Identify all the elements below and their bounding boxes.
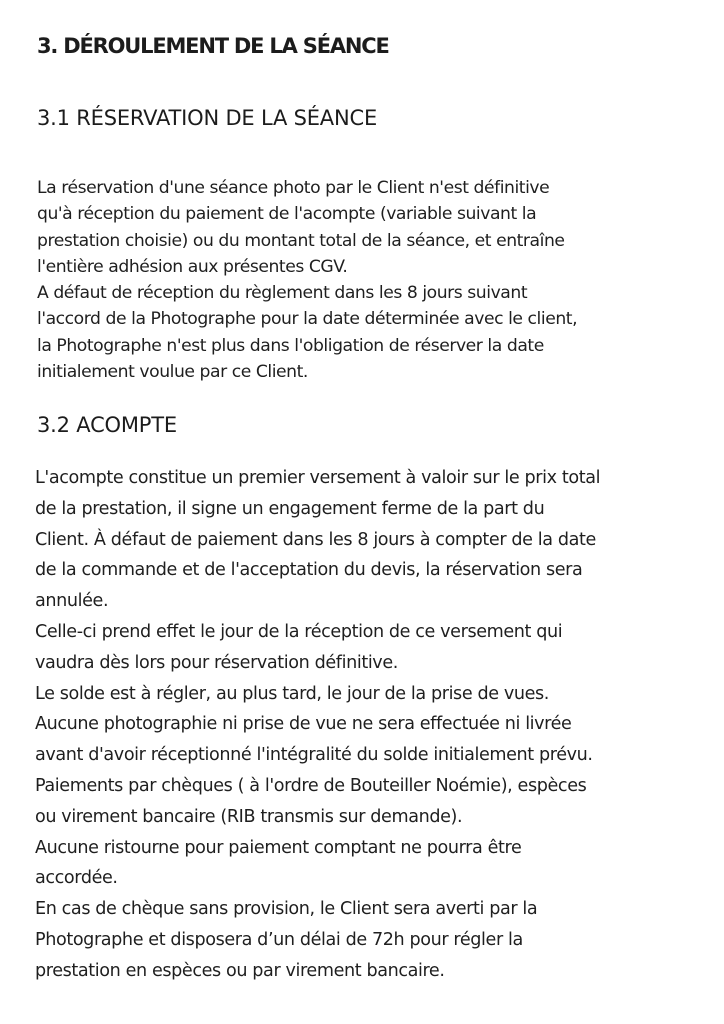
paragraph-line: La réservation d'une séance photo par le Client n'est définitive <box>37 178 550 198</box>
paragraph-line: Aucune photographie ni prise de vue ne sera effectuée ni livrée <box>35 714 572 735</box>
paragraph-line: Celle-ci prend effet le jour de la réception de ce versement qui <box>35 621 563 642</box>
paragraph-line: qu'à réception du paiement de l'acompte (variable suivant la <box>37 204 537 225</box>
paragraph-line: L'acompte constitue un premier versement à valoir sur le prix total <box>35 468 601 488</box>
paragraph-line: prestation choisie) ou du montant total de la séance, et entraîne <box>37 230 565 251</box>
section-title-reservation: 3.1 RÉSERVATION DE LA SÉANCE <box>37 106 378 130</box>
page-title: 3. DÉROULEMENT DE LA SÉANCE <box>37 34 389 58</box>
paragraph-line: annulée. <box>35 591 109 612</box>
paragraph-line: prestation en espèces ou par virement bancaire. <box>35 960 445 981</box>
paragraph-line: l'entière adhésion aux présentes CGV. <box>37 256 348 277</box>
paragraph-line: Client. À défaut de paiement dans les 8 jours à compter de la date <box>35 529 596 550</box>
paragraph-line: initialement voulue par ce Client. <box>37 362 308 383</box>
paragraph-line: l'accord de la Photographe pour la date déterminée avec le client, <box>37 309 578 330</box>
paragraph-line: la Photographe n'est plus dans l'obligation de réserver la date <box>37 335 544 356</box>
paragraph-line: avant d'avoir réceptionné l'intégralité du solde initialement prévu. <box>35 745 593 766</box>
paragraph-line: Paiements par chèques ( à l'ordre de Bouteiller Noémie), espèces <box>35 775 587 796</box>
section-title-acompte: 3.2 ACOMPTE <box>37 413 177 437</box>
paragraph-line: ou virement bancaire (RIB transmis sur demande). <box>35 806 463 827</box>
paragraph-line: de la commande et de l'acceptation du devis, la réservation sera <box>35 560 583 581</box>
paragraph-line: vaudra dès lors pour réservation définitive. <box>35 652 398 673</box>
paragraph-line: En cas de chèque sans provision, le Client sera averti par la <box>35 899 538 920</box>
paragraph-line: Aucune ristourne pour paiement comptant ne pourra être <box>35 837 522 858</box>
paragraph-line: Photographe et disposera d’un délai de 72h pour régler la <box>35 929 523 950</box>
paragraph-line: Le solde est à régler, au plus tard, le jour de la prise de vues. <box>35 683 549 704</box>
paragraph-line: A défaut de réception du règlement dans les 8 jours suivant <box>37 283 528 304</box>
paragraph-line: de la prestation, il signe un engagement ferme de la part du <box>35 498 545 519</box>
section-body-reservation <box>37 175 577 385</box>
section-body-acompte <box>35 463 600 987</box>
paragraph-line: accordée. <box>35 868 118 889</box>
